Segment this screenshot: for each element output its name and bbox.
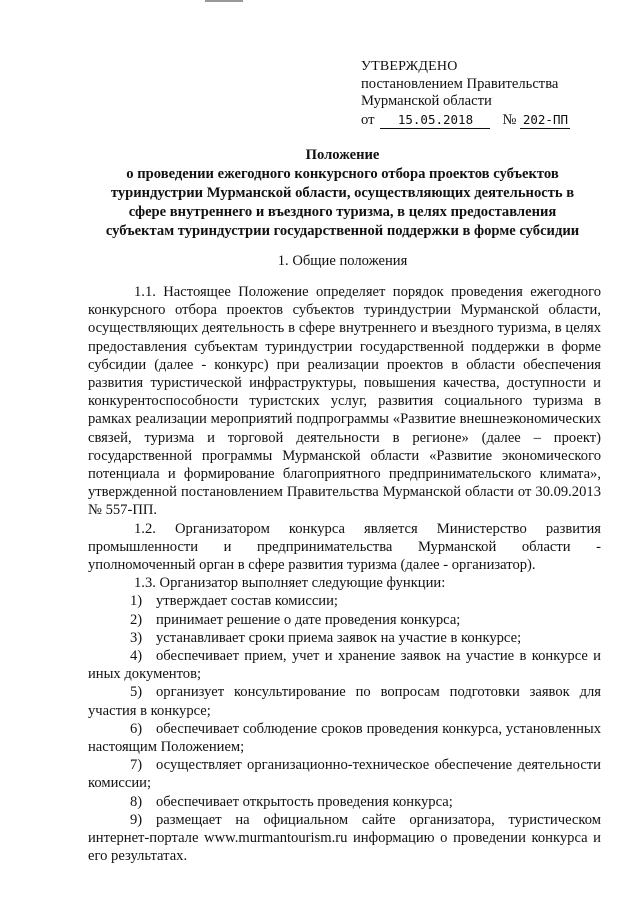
function-number: 4) xyxy=(130,648,143,665)
title-line-4: сфере внутреннего и въездного туризма, в целях предоставления xyxy=(128,204,557,220)
approval-line-3: Мурманской области xyxy=(361,93,492,109)
number-label: № xyxy=(502,111,517,128)
function-item xyxy=(88,793,601,811)
function-item xyxy=(88,683,601,719)
title-line-2: о проведении ежегодного конкурсного отбора проектов субъектов xyxy=(126,166,559,182)
title-line-5: субъектам туриндустрии государственной поддержки в форме субсидии xyxy=(105,223,580,239)
function-number: 9) xyxy=(130,811,143,828)
function-number: 1) xyxy=(130,593,143,610)
function-number: 2) xyxy=(130,611,143,628)
approval-date-row xyxy=(361,111,611,130)
approval-stamp xyxy=(361,58,611,129)
scan-artifact xyxy=(205,0,243,2)
function-text: принимает решение о дате проведения конкурса; xyxy=(156,611,461,628)
function-number: 8) xyxy=(130,793,143,810)
paragraph-1-1: 1.1. Настоящее Положение определяет порядок проведения ежегодного конкурсного отбора проектов субъектов туриндустрии Мурманской области, осуществляющих деятельность в сфере внутреннего и въездного туризма, в целях предоставления субъектам туриндустрии государственной поддержки в форме субсидии (далее - конкурс) при реализации проектов в области обеспечения развития туристической инфраструктуры, повышения качества, доступности и конкурентоспособности туристских услуг, развития социального туризма в рамках реализации мероприятий подпрограммы «Развитие внешнеэкономических связей, туризма и торговой деятельности в регионе» (далее – проект) государственной программы Мурманской области «Развитие экономического потенциала и формирование благоприятного предпринимательского климата», утвержденной постановлением Правительства Мурманской области от 30.09.2013 № 557-ПП. xyxy=(88,284,601,519)
approval-date: 15.05.2018 xyxy=(380,111,490,130)
function-item xyxy=(88,611,601,629)
paragraph-1-3: 1.3. Организатор выполняет следующие функции: xyxy=(134,575,446,592)
title-line-1: Положение xyxy=(305,147,380,163)
function-item xyxy=(88,592,601,610)
function-item xyxy=(88,647,601,683)
title-line-3: туриндустрии Мурманской области, осуществляющих деятельность в xyxy=(110,185,575,201)
document-title xyxy=(80,146,605,241)
function-item xyxy=(88,720,601,756)
function-text: устанавливает сроки приема заявок на участие в конкурсе; xyxy=(156,629,522,646)
function-item xyxy=(88,629,601,647)
approval-number: 202-ПП xyxy=(520,111,570,130)
from-label: от xyxy=(361,111,375,128)
function-number: 6) xyxy=(130,720,143,737)
function-text: обеспечивает соблюдение сроков проведения конкурса, установленных настоящим Положением; xyxy=(88,720,601,756)
function-number: 3) xyxy=(130,629,143,646)
approval-title: УТВЕРЖДЕНО xyxy=(361,59,458,74)
function-item xyxy=(88,756,601,792)
function-number: 7) xyxy=(130,757,143,774)
section-heading: 1. Общие положения xyxy=(277,253,408,269)
paragraph-1-2: 1.2. Организатором конкурса является Министерство развития промышленности и предпринимательства Мурманской области - уполномоченный орган в сфере развития туризма (далее - организатор). xyxy=(88,520,601,574)
function-text: размещает на официальном сайте организатора, туристическом интернет-портале www.murmantourism.ru информацию о проведении конкурса и его результатах. xyxy=(88,811,601,865)
approval-line-2: постановлением Правительства xyxy=(361,75,559,92)
document-body xyxy=(88,283,601,866)
function-number: 5) xyxy=(130,684,143,701)
function-text: обеспечивает открытость проведения конкурса; xyxy=(156,793,453,810)
function-text: утверждает состав комиссии; xyxy=(156,593,338,610)
function-item xyxy=(88,811,601,866)
function-text: обеспечивает прием, учет и хранение заявок на участие в конкурсе и иных документов; xyxy=(88,648,601,683)
function-text: организует консультирование по вопросам подготовки заявок для участия в конкурсе; xyxy=(88,684,601,719)
function-text: осуществляет организационно-техническое обеспечение деятельности комиссии; xyxy=(88,757,601,792)
